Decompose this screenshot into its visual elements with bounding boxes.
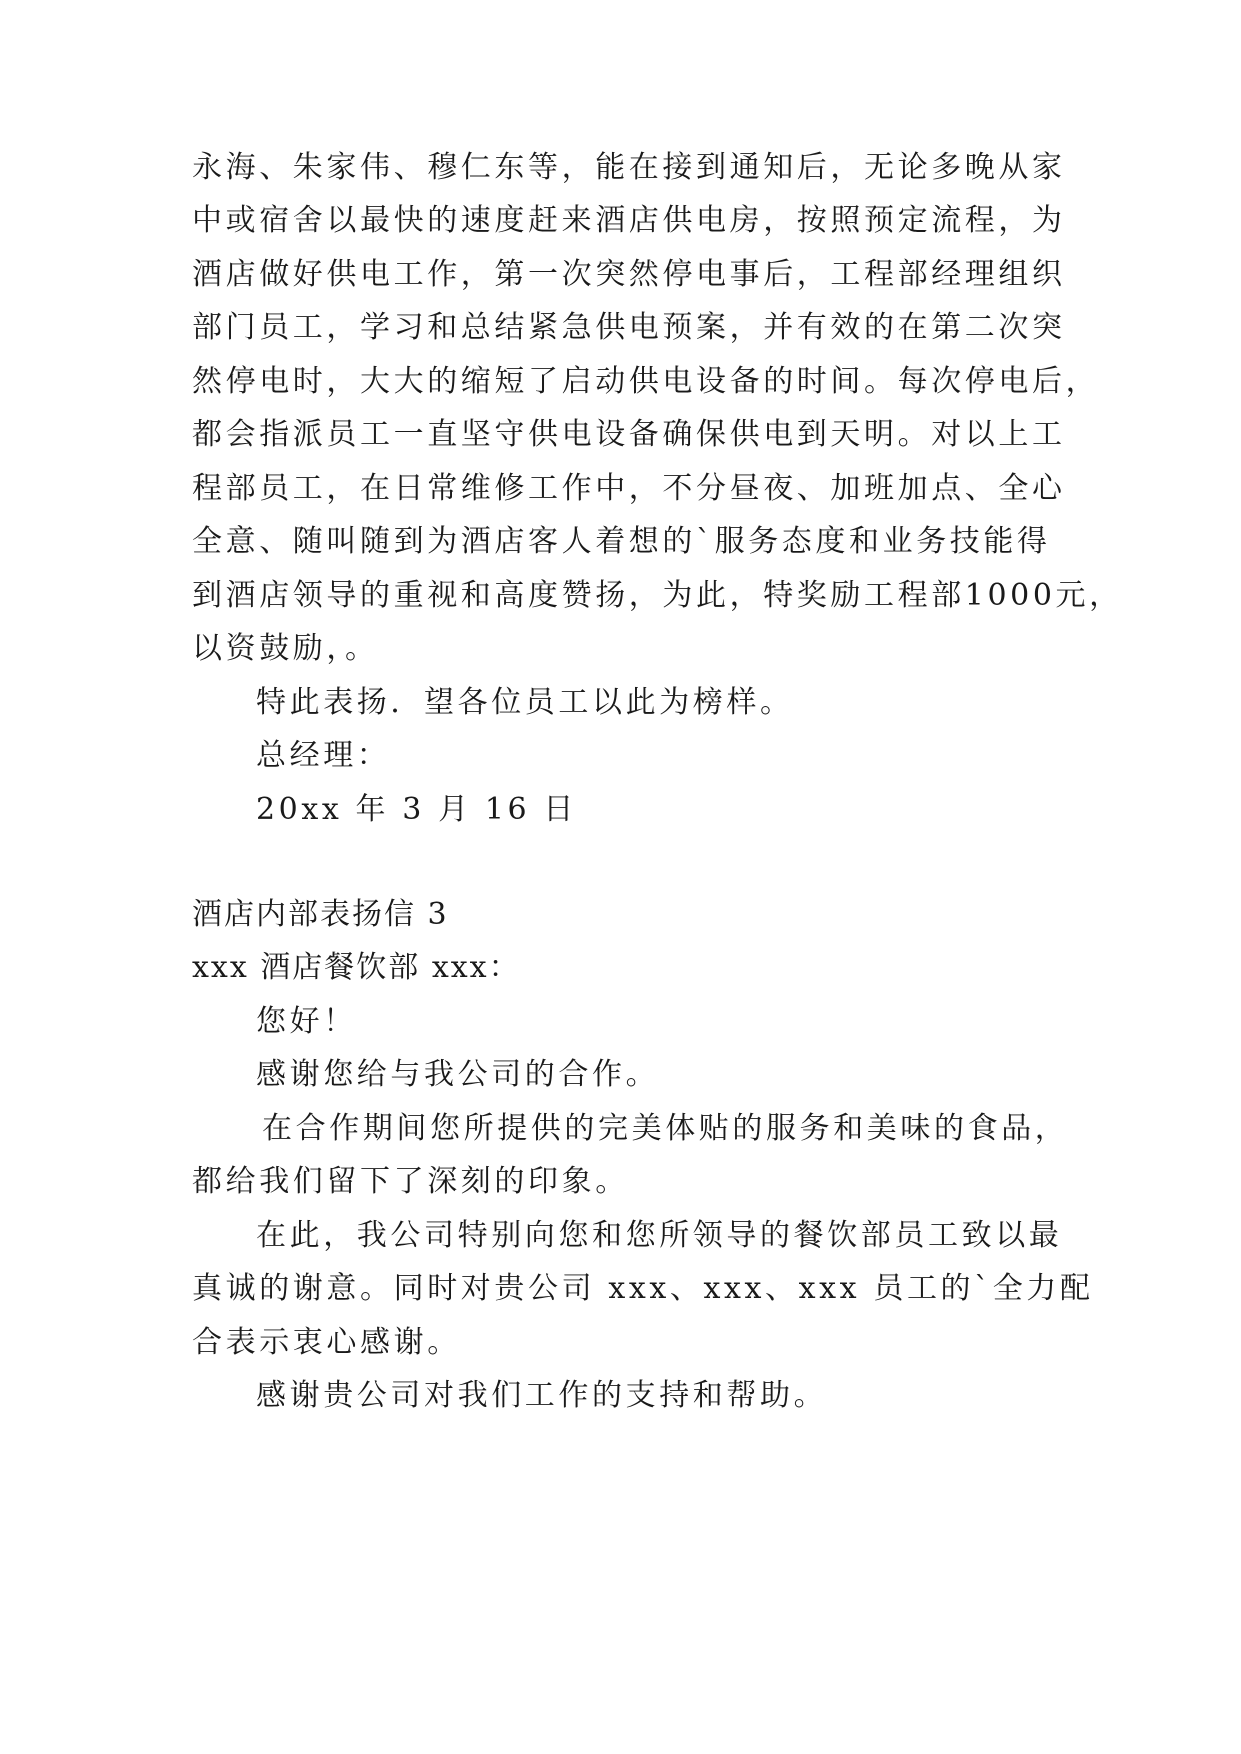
body-line: 以资鼓励，。 [192, 631, 379, 666]
body-line: 中或宿舍以最快的速度赶来酒店供电房，按照预定流程，为 [192, 203, 1066, 238]
date-line: 20xx 年 3 月 16 日 [256, 792, 577, 827]
body-line: 都给我们留下了深刻的印象。 [192, 1164, 629, 1199]
closing-line: 特此表扬．望各位员工以此为榜样。 [256, 685, 794, 720]
body-line: 部门员工，学习和总结紧急供电预案，并有效的在第二次突 [192, 310, 1066, 345]
salutation: xxx 酒店餐饮部 xxx： [192, 950, 521, 985]
signature-line: 总经理： [256, 738, 391, 773]
body-line: 合表示衷心感谢。 [192, 1325, 461, 1360]
body-line: 真诚的谢意。同时对贵公司 xxx、xxx、xxx 员工的`全力配 [192, 1271, 1094, 1306]
body-line: 到酒店领导的重视和高度赞扬，为此，特奖励工程部1000元， [192, 578, 1123, 613]
body-paragraph: 感谢您给与我公司的合作。 [256, 1057, 660, 1092]
body-line: 全意、随叫随到为酒店客人着想的`服务态度和业务技能得 [192, 524, 1051, 559]
body-line: 在合作期间您所提供的完美体贴的服务和美味的食品， [262, 1111, 1069, 1146]
body-line: 在此，我公司特别向您和您所领导的餐饮部员工致以最 [256, 1218, 1063, 1253]
body-line: 然停电时，大大的缩短了启动供电设备的时间。每次停电后， [192, 364, 1100, 399]
body-line: 永海、朱家伟、穆仁东等，能在接到通知后，无论多晚从家 [192, 150, 1066, 185]
greeting: 您好！ [256, 1004, 357, 1039]
section-title: 酒店内部表扬信 3 [192, 897, 449, 932]
body-line: 都会指派员工一直坚守供电设备确保供电到天明。对以上工 [192, 417, 1066, 452]
body-paragraph: 感谢贵公司对我们工作的支持和帮助。 [256, 1378, 828, 1413]
body-line: 程部员工，在日常维修工作中，不分昼夜、加班加点、全心 [192, 471, 1066, 506]
body-line: 酒店做好供电工作，第一次突然停电事后，工程部经理组织 [192, 257, 1066, 292]
